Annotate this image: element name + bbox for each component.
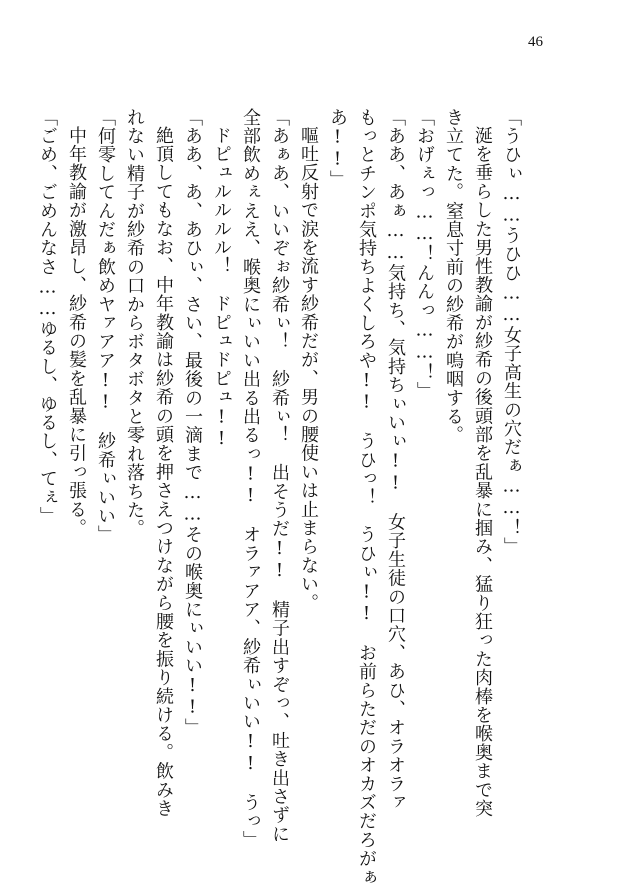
- text-line: 嘔吐反射で涙を流す紗希だが、男の腰使いは止まらない。: [298, 126, 319, 613]
- text-line: 「何零してんだぁ飲めヤァアア!! 紗希ぃいい」: [95, 108, 116, 545]
- text-line: ドピュルルルル！ ドピュドピュ!!: [211, 126, 232, 450]
- text-line: 「うひぃ……うひひ……女子高生の穴だぁ……！」: [501, 108, 522, 557]
- text-line: 涎を垂らした男性教諭が紗希の後頭部を乱暴に掴み、猛り狂った肉棒を喉奥まで突: [472, 126, 493, 818]
- text-line: 中年教諭が激昂し、紗希の髪を乱暴に引っ張る。: [66, 126, 87, 538]
- text-line: あ!!」: [327, 108, 348, 189]
- text-line: 「おげぇっ……！んんっ……！」: [414, 108, 435, 401]
- text-line: 「ああ、あぁ……気持ち、気持ちぃいぃ!! 女子生徒の口穴、あひ、オラオラァ: [385, 108, 406, 812]
- text-line: もっとチンポ気持ちよくしろや!! うひっ！ うひぃ!! お前らただのオカズだろがぁ: [356, 108, 377, 887]
- text-line: 全部飲めぇええ、喉奥にぃいい出る出るっ!! オラァアア、紗希ぃいい!! うっ」: [240, 108, 261, 850]
- text-line: れない精子が紗希の口からボタボタと零れ落ちた。: [124, 108, 145, 539]
- text-line: 「ああ、あ、あひぃ、さい、最後の一滴まで……その喉奥にぃいい!!」: [182, 108, 203, 738]
- text-line: き立てた。窒息寸前の紗希が嗚咽する。: [443, 108, 464, 445]
- text-line: 絶頂してもなお、中年教諭は紗希の頭を押さえつけながら腰を振り続ける。飲みき: [153, 126, 174, 818]
- text-line: 「あぁあ、いいぞぉ紗希ぃ！ 紗希ぃ！ 出そうだ!! 精子出すぞっ、吐き出さずに: [269, 108, 290, 844]
- vertical-text-body: [33, 108, 526, 887]
- page-number: 46: [528, 34, 543, 50]
- text-line: 「ごめ、ごめんなさ……ゆるし、ゆるし、てぇ」: [37, 108, 58, 526]
